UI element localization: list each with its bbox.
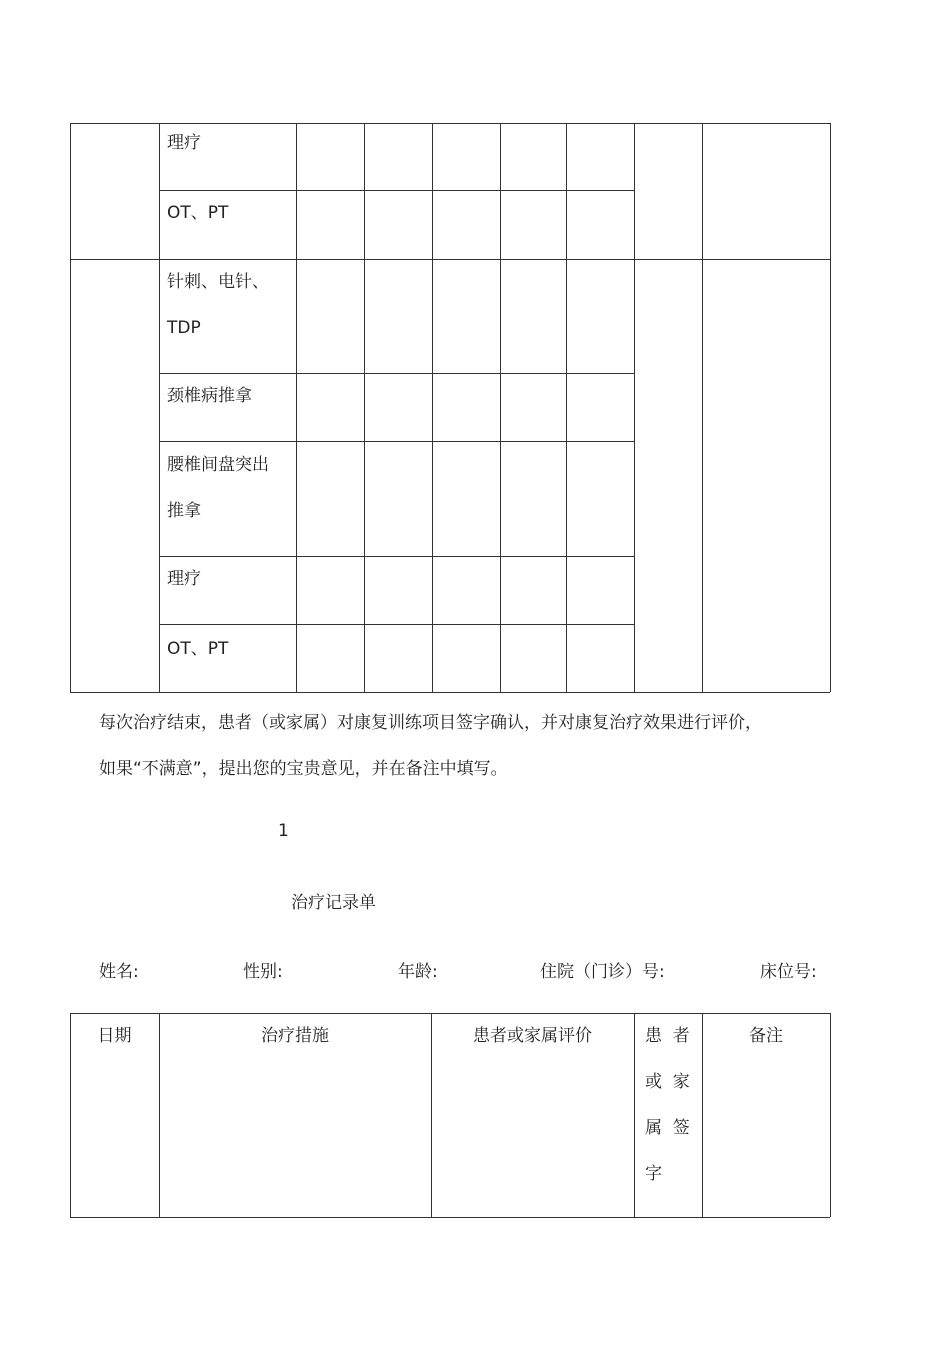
table-border-bottom	[70, 692, 830, 693]
table-row-divider	[159, 441, 634, 442]
header-evaluation: 患者或家属评价	[473, 1026, 592, 1046]
table-border-top	[70, 123, 830, 124]
item-label-ot-pt-2: OT、PT	[167, 639, 229, 659]
table-row-divider	[159, 624, 634, 625]
table-column-divider	[634, 1013, 635, 1217]
table-column-divider	[702, 123, 703, 692]
header-signature-line2: 或 家	[645, 1072, 690, 1092]
table-column-divider	[500, 123, 501, 692]
field-label-bed-number: 床位号:	[760, 962, 817, 982]
item-label-ot-pt: OT、PT	[167, 203, 229, 223]
field-label-name: 姓名:	[99, 962, 139, 982]
header-date: 日期	[97, 1026, 132, 1046]
header-signature-line4: 字	[645, 1164, 662, 1184]
field-label-age: 年龄:	[398, 962, 438, 982]
item-label-physiotherapy: 理疗	[167, 133, 201, 153]
item-label-cervical-massage: 颈椎病推拿	[167, 386, 252, 406]
header-treatment: 治疗措施	[261, 1026, 329, 1046]
item-label-physiotherapy-2: 理疗	[167, 569, 201, 589]
table-border-left	[70, 123, 71, 692]
header-remarks: 备注	[749, 1026, 783, 1046]
table-column-divider	[296, 123, 297, 692]
header-signature-line1: 患 者	[645, 1026, 690, 1046]
table-column-divider	[634, 123, 635, 692]
header-signature-line3: 属 签	[645, 1118, 690, 1138]
field-label-inpatient-number: 住院（门诊）号:	[540, 962, 665, 982]
table-row-divider	[159, 190, 634, 191]
table-row-divider	[159, 556, 634, 557]
table-column-divider	[432, 123, 433, 692]
table-row-divider	[159, 373, 634, 374]
item-label-lumbar-disc: 腰椎间盘突出	[167, 455, 269, 475]
table-border-right	[830, 1013, 831, 1217]
table-group-divider	[70, 259, 830, 260]
table-column-divider	[566, 123, 567, 692]
item-label-acupuncture: 针刺、电针、	[167, 272, 269, 292]
field-label-gender: 性别:	[243, 962, 283, 982]
table-border-bottom	[70, 1217, 830, 1218]
item-label-acupuncture-line2: TDP	[167, 318, 201, 338]
instruction-note-line1: 每次治疗结束，患者（或家属）对康复训练项目签字确认，并对康复治疗效果进行评价，	[99, 713, 762, 733]
form-title: 治疗记录单	[291, 893, 376, 913]
table-border-top	[70, 1013, 830, 1014]
instruction-note-line2: 如果“不满意”，提出您的宝贵意见，并在备注中填写。	[99, 759, 508, 779]
table-column-divider	[364, 123, 365, 692]
table-column-divider	[159, 123, 160, 692]
item-label-lumbar-disc-line2: 推拿	[167, 501, 201, 521]
table-border-right	[830, 123, 831, 692]
page-number: 1	[278, 821, 289, 841]
